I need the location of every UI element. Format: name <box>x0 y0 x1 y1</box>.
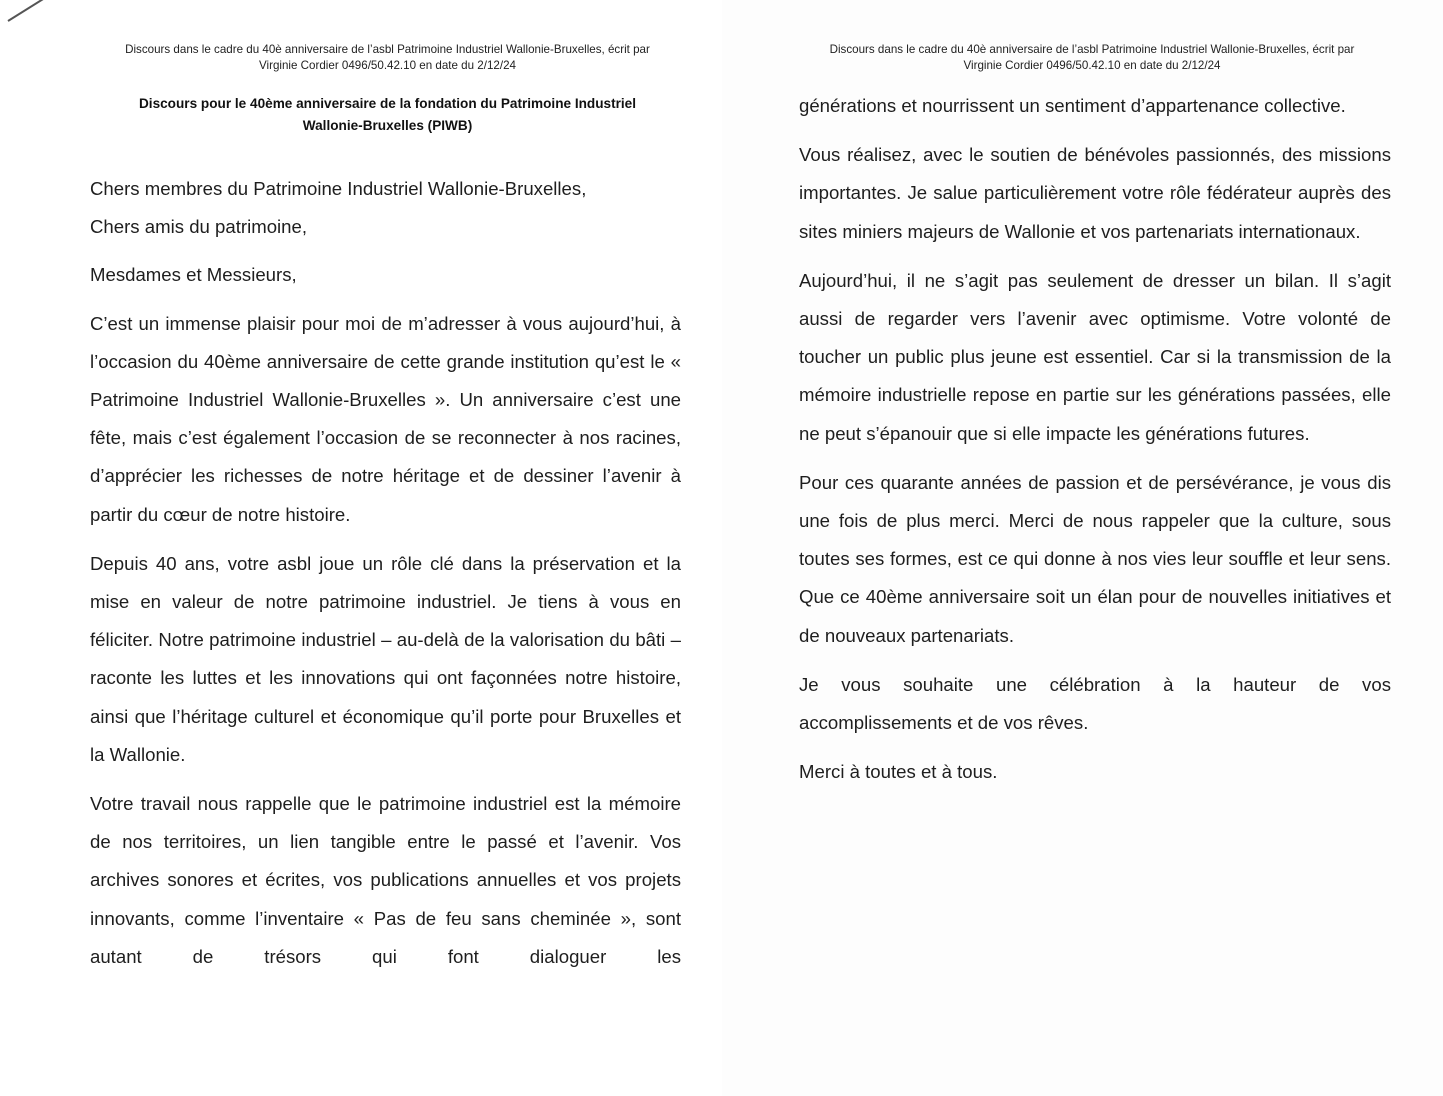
paragraph-missions: Vous réalisez, avec le soutien de bénévoles passionnés, des missions importantes. Je salue particulièrement votre rôle fédérateur auprès des sites miniers majeurs de Wallonie et vos partenariats internationaux. <box>799 144 1391 242</box>
paragraph-future: Aujourd’hui, il ne s’agit pas seulement de dresser un bilan. Il s’agit aussi de regarder vers l’avenir avec optimisme. Votre volonté de toucher un public plus jeune est essentiel. Car si la transmission de la mémoire industrielle repose en partie sur les générations passées, elle ne peut s’épanouir que si elle impacte les générations futures. <box>799 269 1391 444</box>
paragraph-forty-years: Depuis 40 ans, votre asbl joue un rôle clé dans la préservation et la mise en valeur de notre patrimoine industriel. Je tiens à vous en féliciter. Notre patrimoine industriel – au-delà de la valorisation du bâti – raconte les luttes et les innovations qui ont façonnées notre histoire, ainsi que l’héritage culturel et économique qu’il porte pour Bruxelles et la Wallonie. <box>90 552 681 765</box>
salutation-friends: Chers amis du patrimoine, <box>90 216 308 238</box>
page-header <box>60 42 715 74</box>
speech-body-right <box>799 87 1391 791</box>
document-page-right <box>722 0 1443 1096</box>
title-line-1: Discours pour le 40ème anniversaire de la fondation du Patrimoine Industriel <box>138 96 637 111</box>
header-line-2: Virginie Cordier 0496/50.42.10 en date du 2/12/24 <box>963 59 1221 72</box>
paragraph-thanks: Pour ces quarante années de passion et de persévérance, je vous dis une fois de plus merci. Merci de nous rappeler que la culture, sous toutes ses formes, est ce qui donne à nos vies leur souffle et leur sens. Que ce 40ème anniversaire soit un élan pour de nouvelles initiatives et de nouveaux partenariats. <box>799 471 1391 646</box>
paragraph-wishes: Je vous souhaite une célébration à la hauteur de vos accomplissements et de vos rêves. <box>799 673 1391 734</box>
header-line-1: Discours dans le cadre du 40è anniversaire de l’asbl Patrimoine Industriel Wallonie-Bruxelles, écrit par <box>125 43 650 56</box>
header-line-1: Discours dans le cadre du 40è anniversaire de l’asbl Patrimoine Industriel Wallonie-Bruxelles, écrit par <box>829 43 1355 56</box>
salutation-ladies-gentlemen: Mesdames et Messieurs, <box>90 264 297 286</box>
salutation-members: Chers membres du Patrimoine Industriel Wallonie-Bruxelles, <box>90 178 587 199</box>
scan-pen-mark <box>7 0 44 22</box>
header-line-2: Virginie Cordier 0496/50.42.10 en date du 2/12/24 <box>259 59 516 72</box>
title-line-2: Wallonie-Bruxelles (PIWB) <box>302 118 473 133</box>
closing-line: Merci à toutes et à tous. <box>799 761 998 783</box>
paragraph-continuation: générations et nourrissent un sentiment d’appartenance collective. <box>799 95 1346 116</box>
document-title <box>80 93 695 137</box>
page-header <box>792 42 1392 74</box>
paragraph-intro: C’est un immense plaisir pour moi de m’adresser à vous aujourd’hui, à l’occasion du 40ème anniversaire de cette grande institution qu’est le « Patrimoine Industriel Wallonie-Bruxelles ». Un anniversaire c’est une fête, mais c’est également l’occasion de se reconnecter à nos racines, d’apprécier les richesses de notre héritage et de dessiner l’avenir à partir du cœur de notre histoire. <box>90 312 681 525</box>
paragraph-memory: Votre travail nous rappelle que le patrimoine industriel est la mémoire de nos territoires, un lien tangible entre le passé et l’avenir. Vos archives sonores et écrites, vos publications annuelles et vos projets innovants, comme l’inventaire « Pas de feu sans cheminée », sont autant de trésors qui font dialoguer les <box>90 793 681 967</box>
speech-body-left <box>90 170 681 976</box>
